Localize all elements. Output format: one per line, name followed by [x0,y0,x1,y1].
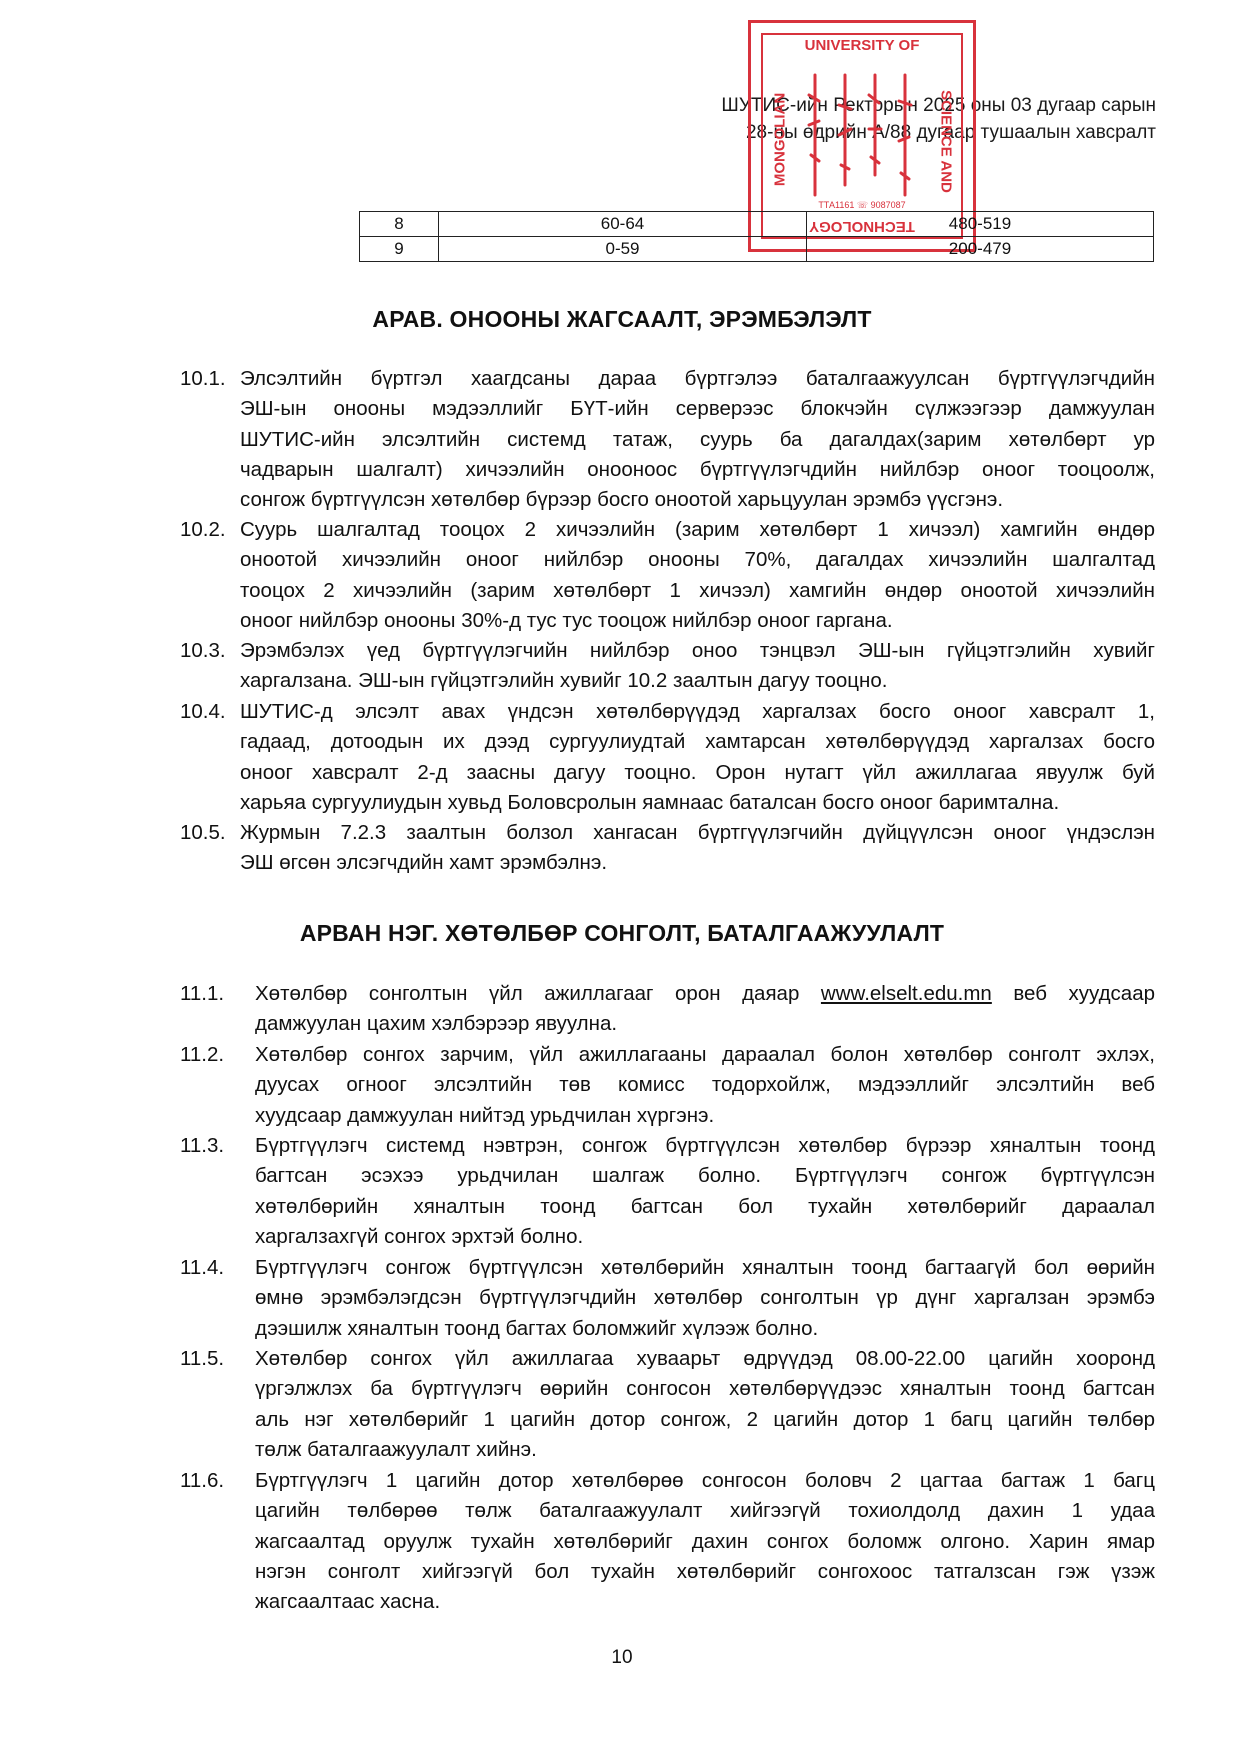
clause-line: Суурь шалгалтад тооцох 2 хичээлийн (зарим хөтөлбөрт 1 хичээл) хамгийн өндөр [240,518,1155,541]
clause-text [240,515,1155,636]
clause-text [240,364,1155,515]
page-number: 10 [611,1647,633,1668]
elselt-website-link[interactable]: www.elselt.edu.mn [820,982,992,1005]
clause-text [255,1131,1155,1252]
clause-number: 11.3. [180,1134,225,1157]
mongolian-script-graphic [795,65,925,205]
table-cell: 480-519 [807,212,1154,237]
clause-line: дээшилж хяналтын тоонд багтах боломжийг хүлээж болно. [255,1316,819,1340]
clause-10-2 [180,515,1155,637]
clause-number: 11.1. [180,982,225,1005]
clause-11-1 [180,979,1155,1040]
clause-line: нэгэн сонголт хийгээгүй бол тухайн хөтөлбөрийг сонгохоос татгалзсан гэж үзэж [255,1559,1155,1583]
clause-text-part: веб хуудсаар [991,982,1156,1005]
clause-number: 10.1. [180,367,226,390]
clause-line: сонгож бүртгүүлсэн хөтөлбөр бүрээр босго оноотой харьцуулан эрэмбэ үүсгэнэ. [240,488,1004,512]
clause-line: харгалзахгүй сонгох эрхтэй болно. [255,1224,584,1248]
clause-line: үргэлжлэх ба бүртгүүлэгч өөрийн сонгосон хөтөлбөрүүдээс хяналтын тоонд багтсан [255,1377,1155,1401]
clause-line: тооцох 2 хичээлийн (зарим хөтөлбөрт 1 хичээл) хамгийн өндөр оноотой хичээлийн [240,578,1155,602]
clause-line: өмнө эрэмбэлэгдсэн бүртгүүлэгчдийн хөтөлбөр сонголтын үр дүнг харгалзан эрэмбэ [255,1286,1155,1310]
clause-10-4 [180,697,1155,819]
clause-line: ЭШ өгсөн элсэгчдийн хамт эрэмбэлнэ. [240,851,608,875]
clause-number: 11.6. [180,1469,225,1492]
clause-line: харгалзана. ЭШ-ын гүйцэтгэлийн хувийг 10.2 заалтын дагуу тооцно. [240,669,888,693]
clause-line: ЭШ-ын онооны мэдээллийг БҮТ-ийн серверээс блокчэйн сүлжээгээр дамжуулан [240,397,1155,421]
clause-text-part: Хөтөлбөр сонголтын үйл ажиллагааг орон даяар [255,982,821,1005]
clause-line: оноог хавсралт 2-д заасны дагуу тооцно. Орон нутагт үйл ажиллагаа явуулж буй [240,760,1155,784]
seal-bottom-text: TECHNOLOGY [809,218,915,235]
clause-line: Бүртгүүлэгч системд нэвтрэн, сонгож бүртгүүлсэн хөтөлбөр бүрээр хяналтын тоонд [255,1134,1155,1157]
clause-line: Эрэмбэлэх үед бүртгүүлэгчийн нийлбэр оноо тэнцвэл ЭШ-ын гүйцэтгэлийн хувийг [240,639,1155,662]
clause-text [255,1253,1155,1344]
clause-number: 10.2. [180,518,226,541]
clause-line: Хөтөлбөр сонгох зарчим, үйл ажиллагааны дараалал болон хөтөлбөр сонголт эхлэх, [255,1043,1155,1066]
clause-11-5 [180,1344,1155,1466]
clause-line: харьяа сургуулиудын хувьд Боловсролын яамнаас баталсан босго оноог баримтална. [240,790,1060,814]
clause-line: хөтөлбөрийн хяналтын тоонд багтсан бол тухайн хөтөлбөрийг дараалал [255,1194,1155,1218]
clause-line: Бүртгүүлэгч сонгож бүртгүүлсэн хөтөлбөрийн хяналтын тоонд багтаагүй бол өөрийн [255,1256,1155,1279]
clause-10-5 [180,818,1155,879]
clause-10-3 [180,636,1155,697]
clause-line: жагсаалтаас хасна. [255,1590,441,1614]
table-cell: 60-64 [439,212,807,237]
section-10-title: АРАВ. ОНООНЫ ЖАГСААЛТ, ЭРЭМБЭЛЭЛТ [372,306,872,332]
table-cell: 200-479 [807,237,1154,262]
clause-line: дамжуулан цахим хэлбэрээр явуулна. [255,1012,618,1036]
clause-line: Журмын 7.2.3 заалтын болзол хангасан бүртгүүлэгчийн дүйцүүлсэн оноог үндэслэн [240,821,1155,844]
clause-line: төлж баталгаажуулалт хийнэ. [255,1437,537,1461]
clause-line: оноог нийлбэр онооны 30%-д тус тус тооцож нийлбэр оноог гаргана. [240,608,893,632]
section-11-title: АРВАН НЭГ. ХӨТӨЛБӨР СОНГОЛТ, БАТАЛГААЖУУЛАЛТ [299,920,945,946]
clause-line: жагсаалтад оруулж тухайн хөтөлбөрийг дахин сонгох боломж олгоно. Харин ямар [255,1529,1155,1553]
clause-line: хуудсаар дамжуулан нийтэд урьдчилан хүргэнэ. [255,1103,715,1127]
clause-line: багтсан эсэхээ урьдчилан шалгаж болно. Бүртгүүлэгч сонгож бүртгүүлсэн [255,1164,1155,1188]
clause-11-2 [180,1040,1155,1131]
clause-number: 10.4. [180,700,226,723]
score-conversion-table [359,211,1154,262]
table-cell: 8 [360,212,439,237]
clause-number: 10.3. [180,639,226,662]
clause-line: цагийн төлбөрөө төлж баталгаажуулалт хийгээгүй тохиолдолд дахин 1 удаа [255,1499,1155,1523]
clause-number: 11.4. [180,1256,225,1279]
clause-line: ШУТИС-ийн элсэлтийн системд татаж, суурь ба дагалдах(зарим хөтөлбөрт ур [240,427,1155,451]
clause-line: дуусах огноог элсэлтийн төв комисс тодорхойлж, мэдээллийг элсэлтийн веб [255,1073,1155,1097]
clause-line: оноотой хичээлийн оноог нийлбэр онооны 70%, дагалдах хичээлийн шалгалтад [240,548,1155,572]
clause-line: Бүртгүүлэгч 1 цагийн дотор хөтөлбөрөө сонгосон боловч 2 цагтаа багтаж 1 багц [255,1469,1155,1492]
clause-line: аль нэг хөтөлбөрийг 1 цагийн дотор сонгож, 2 цагийн дотор 1 багц цагийн төлбөр [255,1407,1155,1431]
clause-line: гадаад, дотоодын их дээд сургуулиудтай хамтарсан хөтөлбөрүүдэд харгалзах босго [240,730,1155,754]
clause-text [240,636,1155,697]
clause-text [240,697,1155,818]
clause-text [255,1466,1155,1617]
seal-right-text: SCIENCE AND [937,90,955,193]
table-row [360,212,1154,237]
table-cell: 9 [360,237,439,262]
clause-number: 11.2. [180,1043,225,1066]
clause-line: чадварын шалгалт) хичээлийн онооноос бүртгүүлэгчдийн нийлбэр оноог тооцоолж, [240,457,1155,481]
clause-line: Хөтөлбөр сонгох үйл ажиллагаа хуваарьт өдрүүдэд 08.00-22.00 цагийн хооронд [255,1347,1155,1370]
clause-11-3 [180,1131,1155,1253]
table-cell: 0-59 [439,237,807,262]
clause-line: ШУТИС-д элсэлт авах үндсэн хөтөлбөрүүдэд харгалзах босго оноог хавсралт 1, [240,700,1155,723]
clause-11-6 [180,1466,1155,1618]
seal-number-text: ТТА1161 ☏ 9087087 [818,200,906,210]
header-note-line-2: 28-ны өдрийн А/88 дугаар тушаалын хавсралт [745,122,1156,143]
clause-number: 10.5. [180,821,226,844]
table-row [360,237,1154,262]
clause-11-4 [180,1253,1155,1344]
seal-top-text: UNIVERSITY OF [804,37,920,54]
clause-10-1 [180,364,1155,516]
clause-line [255,979,1155,1009]
clause-line: Элсэлтийн бүртгэл хаагдсаны дараа бүртгэлээ баталгаажуулсан бүртгүүлэгчдийн [240,367,1155,390]
header-note-line-1: ШУТИС-ийн Ректорын 2025 оны 03 дугаар сарын [721,95,1156,116]
clause-text [255,979,1155,1040]
clause-text [255,1344,1155,1465]
clause-text [240,818,1155,879]
clause-text [255,1040,1155,1131]
clause-number: 11.5. [180,1347,225,1370]
seal-left-text: MONGOLIAN [771,92,789,187]
